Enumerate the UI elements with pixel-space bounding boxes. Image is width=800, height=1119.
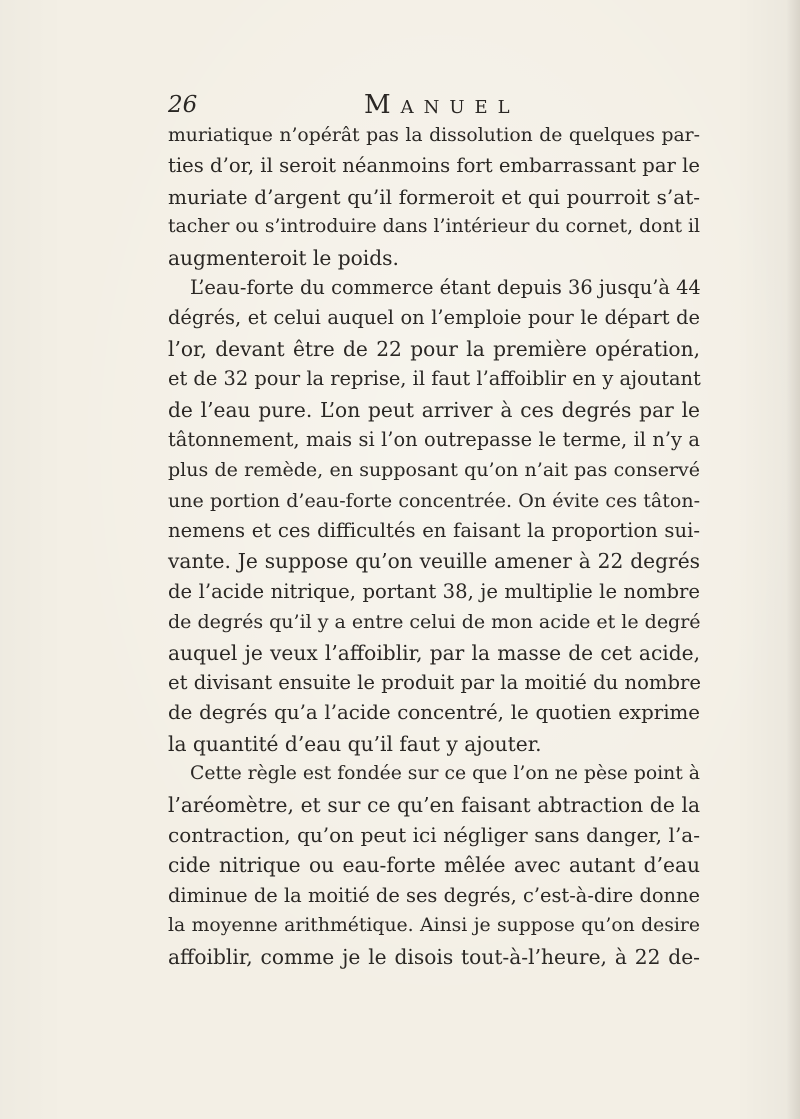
text-line: contraction, qu’on peut ici négliger sans danger, l’a-	[168, 822, 700, 847]
text-line: dégrés, et celui auquel on l’emploie pour le départ de	[168, 306, 700, 330]
text-line: affoiblir, comme je le disois tout-à-l’heure, à 22 de-	[168, 944, 700, 969]
text-line: et de 32 pour la reprise, il faut l’affoiblir en y ajoutant	[168, 367, 701, 391]
text-line: vante. Je suppose qu’on veuille amener à 22 degrés	[168, 549, 700, 574]
body-text	[168, 121, 700, 972]
text-line: de degrés qu’il y a entre celui de mon acide et le degré	[168, 611, 701, 634]
text-line: L’eau-forte du commerce étant depuis 36 jusqu’à 44	[190, 275, 701, 299]
text-line: Cette règle est fondée sur ce que l’on ne pèse point à	[190, 763, 700, 785]
text-line: de l’eau pure. L’on peut arriver à ces degrés par le	[168, 397, 700, 422]
text-line: de l’acide nitrique, portant 38, je multiplie le nombre	[168, 579, 700, 603]
text-line: une portion d’eau-forte concentrée. On évite ces tâton-	[168, 489, 700, 512]
text-line: tacher ou s’introduire dans l’intérieur du cornet, dont il	[168, 216, 700, 238]
text-line: nemens et ces difficultés en faisant la proportion sui-	[168, 519, 700, 543]
text-line: diminue de la moitié de ses degrés, c’est-à-dire donne	[168, 883, 700, 907]
text-line: muriatique n’opérât pas la dissolution de quelques par-	[168, 125, 700, 146]
text-line: et divisant ensuite le produit par la moitié du nombre	[168, 671, 701, 695]
text-line: augmenteroit le poids.	[168, 245, 399, 270]
text-line: muriate d’argent qu’il formeroit et qui pourroit s’at-	[168, 184, 700, 209]
text-line: la moyenne arithmétique. Ainsi je suppose qu’on desire	[168, 915, 700, 937]
text-line: l’aréomètre, et sur ce qu’en faisant abtraction de la	[168, 792, 700, 817]
text-line: la quantité d’eau qu’il faut y ajouter.	[168, 731, 542, 756]
page-edge-shadow	[786, 0, 800, 1119]
text-line: plus de remède, en supposant qu’on n’ait pas conservé	[168, 459, 700, 482]
text-line: cide nitrique ou eau-forte mêlée avec autant d’eau	[168, 853, 700, 878]
text-line: ties d’or, il seroit néanmoins fort embarrassant par le	[168, 154, 700, 178]
running-title: Manuel	[364, 90, 520, 120]
page-header	[168, 92, 688, 122]
text-line: de degrés qu’a l’acide concentré, le quotien exprime	[168, 701, 700, 725]
text-line: tâtonnement, mais si l’on outrepasse le terme, il n’y a	[168, 427, 700, 451]
text-line: auquel je veux l’affoiblir, par la masse de cet acide,	[168, 640, 700, 665]
text-line: l’or, devant être de 22 pour la première opération,	[168, 336, 700, 361]
page-number: 26	[168, 92, 198, 118]
